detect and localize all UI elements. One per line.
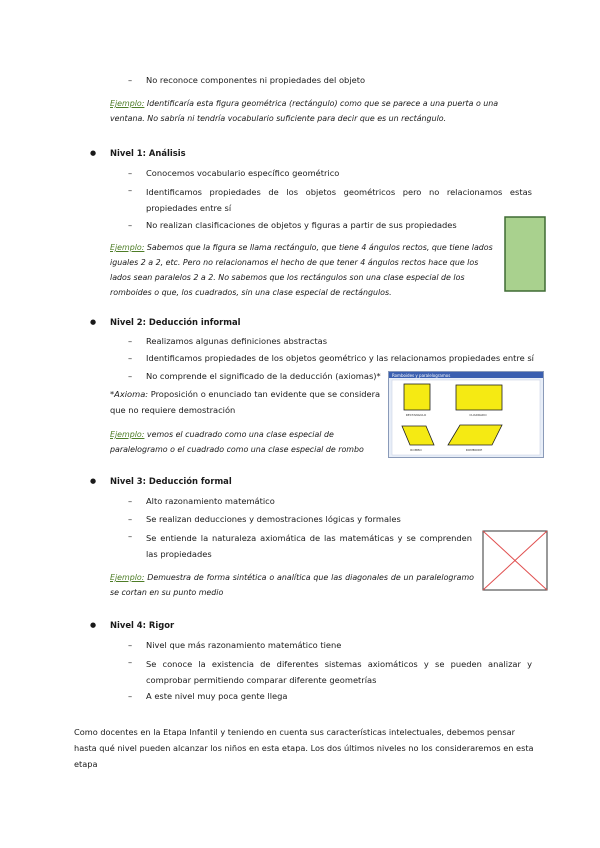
quadrilaterals-figure bbox=[388, 371, 544, 458]
dash-marker: – bbox=[128, 640, 133, 650]
list-item: Nivel que más razonamiento matemático tiene bbox=[146, 640, 342, 650]
example-block bbox=[110, 570, 474, 600]
example-text: Sabemos que la figura se llama rectángulo, que tiene 4 ángulos rectos, que tiene lados iguales 2 a 2, etc. Pero no relacionamos el hecho de que tener 4 ángulos rectos hace que los lados sean paralelos 2 a 2. No sabemos que los rectángulos son una clase especial de los romboides o que, los cuadrados, sin una clase especial de rectángulos. bbox=[110, 243, 493, 297]
dash-marker: – bbox=[128, 75, 133, 85]
list-item: Identificamos propiedades de los objetos geométricos pero no relacionamos estas propiedades entre sí bbox=[146, 187, 532, 213]
dash-marker: – bbox=[128, 185, 133, 195]
list-item: No comprende el significado de la deducción (axiomas)* bbox=[146, 371, 381, 381]
dash-marker: – bbox=[128, 691, 133, 701]
bullet-icon: ● bbox=[90, 477, 97, 485]
example-text: Demuestra de forma sintética o analítica que las diagonales de un paralelogramo se cortan en su punto medio bbox=[110, 573, 474, 597]
list-item: A este nivel muy poca gente llega bbox=[146, 691, 288, 701]
list-item: Conocemos vocabulario específico geométrico bbox=[146, 168, 340, 178]
level2-heading: Nivel 2: Deducción informal bbox=[110, 317, 241, 327]
figure-caption: RECTANGULO bbox=[405, 413, 427, 417]
dash-marker: – bbox=[128, 353, 133, 363]
list-item: No realizan clasificaciones de objetos y figuras a partir de sus propiedades bbox=[146, 220, 457, 230]
bullet-icon: ● bbox=[90, 318, 97, 326]
example-text: vemos el cuadrado como una clase especial de paralelogramo o el cuadrado como una clase especial de rombo bbox=[110, 430, 364, 454]
axiom-term: *Axioma: bbox=[110, 389, 149, 399]
dash-marker: – bbox=[128, 514, 133, 524]
figure-caption: ROMBOIDE bbox=[465, 448, 483, 452]
bullet-icon: ● bbox=[90, 149, 97, 157]
list-item: Alto razonamiento matemático bbox=[146, 496, 275, 506]
dash-marker: – bbox=[128, 168, 133, 178]
list-item: Se conoce la existencia de diferentes sistemas axiomáticos y se pueden analizar y comprobar permitiendo comparar diferente geometrías bbox=[146, 659, 532, 685]
dash-marker: – bbox=[128, 336, 133, 346]
axiom-text: Proposición o enunciado tan evidente que se considera que no requiere demostración bbox=[110, 389, 381, 415]
dash-marker: – bbox=[128, 531, 133, 541]
level1-heading: Nivel 1: Análisis bbox=[110, 148, 186, 158]
figure-caption: CUADRADO bbox=[469, 413, 487, 417]
list-item: Identificamos propiedades de los objetos geométrico y las relacionamos propiedades entre sí bbox=[146, 353, 534, 363]
conclusion-paragraph: Como docentes en la Etapa Infantil y teniendo en cuenta sus características intelectuales, debemos pensar hasta qué nivel pueden alcanzar los niños en esta etapa. Los dos últimos niveles no los consideraremos en esta etapa bbox=[74, 727, 534, 769]
list-item: Se entiende la naturaleza axiomática de las matemáticas y se comprenden las propiedades bbox=[146, 533, 472, 559]
figure-title: Romboides y paralelogramos bbox=[392, 373, 451, 378]
bullet-icon: ● bbox=[90, 621, 97, 629]
list-item: Se realizan deducciones y demostraciones lógicas y formales bbox=[146, 514, 401, 524]
dash-marker: – bbox=[128, 496, 133, 506]
example-block bbox=[110, 96, 530, 126]
dash-marker: – bbox=[128, 657, 133, 667]
dash-marker: – bbox=[128, 371, 133, 381]
list-item: Realizamos algunas definiciones abstractas bbox=[146, 336, 328, 346]
example-label: Ejemplo: bbox=[110, 243, 145, 252]
example-block bbox=[110, 240, 500, 300]
figure-caption: ROMBO bbox=[410, 448, 422, 452]
example-text: Identificaría esta figura geométrica (rectángulo) como que se parece a una puerta o una ventana. No sabría ni tendría vocabulario suficiente para decir que es un rectángulo. bbox=[110, 99, 499, 123]
axiom-definition bbox=[110, 386, 384, 418]
square-shape bbox=[404, 384, 430, 410]
example-label: Ejemplo: bbox=[110, 99, 145, 108]
rectangle-figure bbox=[504, 216, 546, 292]
level4-heading: Nivel 4: Rigor bbox=[110, 620, 175, 630]
rectangle-shape bbox=[456, 385, 502, 410]
level3-heading: Nivel 3: Deducción formal bbox=[110, 476, 232, 486]
example-block bbox=[110, 427, 386, 457]
example-label: Ejemplo: bbox=[110, 430, 145, 439]
list-item: No reconoce componentes ni propiedades del objeto bbox=[146, 75, 366, 85]
example-label: Ejemplo: bbox=[110, 573, 145, 582]
dash-marker: – bbox=[128, 220, 133, 230]
crossed-square-figure bbox=[482, 530, 548, 591]
